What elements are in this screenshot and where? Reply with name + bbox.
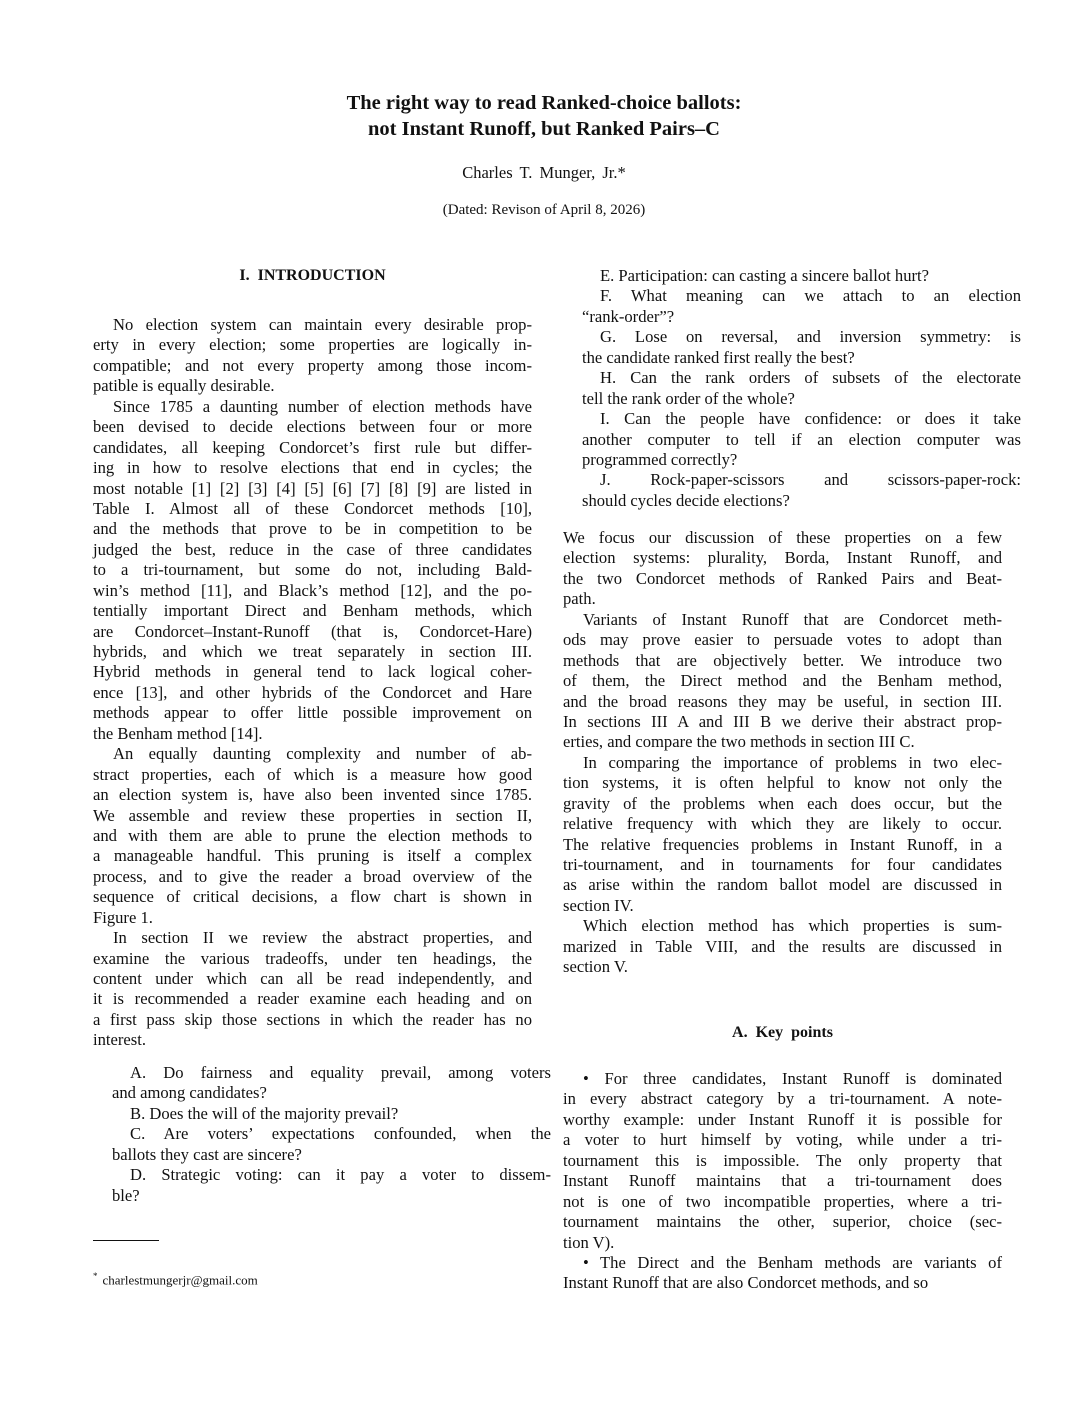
text-line: ence [13], and other hybrids of the Condorcet and Hare <box>93 682 532 702</box>
text-line: Table I. Almost all of these Condorcet methods [10], <box>93 498 532 518</box>
text-line: tri-tournament, and in tournaments for four candidates <box>563 855 1002 874</box>
text-line: patible is equally desirable. <box>93 376 275 396</box>
text-line: section V. <box>563 957 628 977</box>
text-line: erty in every election; some properties are logically in- <box>93 335 532 355</box>
list-item <box>582 368 1021 409</box>
left-question-list <box>93 1063 551 1206</box>
text-line: Hybrid methods in general tend to lack logical coher- <box>93 662 532 682</box>
text-line: B. Does the will of the majority prevail? <box>130 1103 399 1123</box>
list-item <box>112 1104 551 1124</box>
section-heading-introduction: I. INTRODUCTION <box>239 267 386 284</box>
title-line-2: not Instant Runoff, but Ranked Pairs–C <box>368 118 720 140</box>
title-line-1: The right way to read Ranked-choice ballots: <box>346 92 742 114</box>
list-item <box>112 1124 551 1165</box>
text-line: compatible; and not every property among those incom- <box>93 355 532 375</box>
text-line: of them, the Direct method and the Benham method, <box>563 671 1002 691</box>
text-line: The relative frequencies problems in Instant Runoff, in a <box>563 834 1002 854</box>
text-line: F. What meaning can we attach to an election <box>600 286 1021 306</box>
text-line: hybrids, and which we treat separately in section III. <box>93 642 532 661</box>
footnote <box>93 1271 258 1288</box>
text-line: marized in Table VIII, and the results are discussed in <box>563 936 1002 956</box>
text-line: Figure 1. <box>93 907 153 927</box>
text-line: and the broad reasons they may be useful, in section III. <box>563 691 1002 711</box>
text-line: D. Strategic voting: can it pay a voter to dissem- <box>130 1165 551 1185</box>
text-line: and the methods that prove to be in competition to be <box>93 519 532 539</box>
footnote-rule <box>93 1240 159 1241</box>
text-line: stract properties, each of which is a measure how good <box>93 764 532 784</box>
text-line: An equally daunting complexity and number of ab- <box>113 744 532 764</box>
text-line: No election system can maintain every desirable prop- <box>113 315 532 334</box>
text-line: are Condorcet–Instant-Runoff (that is, Condorcet-Hare) <box>93 621 532 641</box>
author: Charles T. Munger, Jr.* <box>462 163 626 182</box>
text-line: tournament maintains the other, superior, choice (sec- <box>563 1212 1002 1232</box>
paragraph <box>563 1069 1002 1253</box>
text-line: and with them are able to prune the election methods to <box>93 825 532 845</box>
text-line: a manageable handful. This pruning is itself a complex <box>93 846 532 866</box>
list-item <box>582 266 1021 286</box>
list-item <box>582 327 1021 368</box>
paragraph <box>93 744 532 928</box>
paragraph <box>563 1253 1002 1294</box>
text-line: win’s method [11], and Black’s method [12], and the po- <box>93 580 532 600</box>
text-line: and among candidates? <box>112 1083 267 1103</box>
text-line: section IV. <box>563 895 634 915</box>
list-item <box>582 409 1021 470</box>
text-line: Instant Runoff that are also Condorcet methods, and so <box>563 1273 929 1293</box>
text-line: worthy example: under Instant Runoff it is possible for <box>563 1109 1002 1129</box>
text-line: G. Lose on reversal, and inversion symmetry: is <box>600 327 1021 347</box>
text-line: the Benham method [14]. <box>93 723 263 743</box>
text-line: an election system is, have also been invented since 1785. <box>93 785 532 805</box>
text-line: in every abstract category by a tri-tournament. A note- <box>563 1089 1002 1109</box>
text-line: most notable [1] [2] [3] [4] [5] [6] [7] [8] [9] are listed in <box>93 478 532 498</box>
paragraph <box>93 315 532 397</box>
list-item <box>112 1165 551 1206</box>
text-line: it is recommended a reader examine each heading and on <box>93 989 532 1009</box>
footnote-email: charlestmungerjr@gmail.com <box>102 1272 258 1288</box>
text-line: Since 1785 a daunting number of election methods have <box>113 396 532 416</box>
text-line: In sections III A and III B we derive their abstract prop- <box>563 711 1002 731</box>
text-line: Variants of Instant Runoff that are Condorcet meth- <box>583 609 1002 629</box>
paragraph <box>563 916 1002 977</box>
text-line: judged the best, reduce in the case of three candidates <box>93 539 532 559</box>
text-line: process, and to give the reader a broad overview of the <box>93 866 532 886</box>
text-line: another computer to tell if an election computer was <box>582 429 1021 449</box>
text-line: ble? <box>112 1185 140 1205</box>
text-line: In comparing the importance of problems in two elec- <box>583 752 1002 772</box>
text-line: J. Rock-paper-scissors and scissors-paper-rock: <box>600 470 1021 490</box>
text-line: been devised to decide elections between four or more <box>93 417 532 437</box>
text-line: should cycles decide elections? <box>582 490 790 510</box>
text-line: programmed correctly? <box>582 449 738 469</box>
list-item <box>582 470 1021 511</box>
text-line: gravity of the problems when each does occur, but the <box>563 793 1002 813</box>
footnote-mark: * <box>93 1271 98 1281</box>
paragraph <box>93 397 532 744</box>
paragraph <box>563 753 1002 917</box>
text-line: as arise within the random ballot model are discussed in <box>563 875 1002 895</box>
text-line: Which election method has which properties is sum- <box>583 916 1002 936</box>
text-line: We assemble and review these properties in section II, <box>93 805 532 825</box>
text-line: E. Participation: can casting a sincere ballot hurt? <box>600 266 929 285</box>
text-line: We focus our discussion of these properties on a few <box>563 528 1002 547</box>
text-line: path. <box>563 589 596 609</box>
text-line: “rank-order”? <box>582 306 675 326</box>
section-heading-key-points: A. Key points <box>732 1024 833 1041</box>
paper-title <box>0 90 1088 142</box>
text-line: • For three candidates, Instant Runoff is dominated <box>583 1069 1002 1088</box>
text-line: methods appear to offer little possible improvement on <box>93 703 532 723</box>
text-line: ballots they cast are sincere? <box>112 1144 302 1164</box>
text-line: a first pass skip those sections in which the reader has no <box>93 1009 532 1029</box>
text-line: relative frequency with which they are likely to occur. <box>563 814 1002 834</box>
text-line: tion systems, it is often helpful to know not only the <box>563 773 1002 793</box>
text-line: election systems: plurality, Borda, Instant Runoff, and <box>563 548 1002 568</box>
text-line: In section II we review the abstract properties, and <box>113 928 532 948</box>
right-question-list <box>563 266 1021 511</box>
text-line: erties, and compare the two methods in section III C. <box>563 732 915 752</box>
list-item <box>112 1063 551 1104</box>
text-line: tournament this is impossible. The only property that <box>563 1150 1002 1170</box>
text-line: interest. <box>93 1030 146 1050</box>
text-line: ing in how to resolve elections that end in cycles; the <box>93 458 532 478</box>
left-paragraphs <box>93 315 532 1051</box>
text-line: I. Can the people have confidence: or does it take <box>600 409 1021 429</box>
text-line: to a tri-tournament, but some do not, including Bald- <box>93 560 532 580</box>
paragraph <box>93 928 532 1051</box>
text-line: not is one of two incompatible properties, where a tri- <box>563 1191 1002 1211</box>
paragraph <box>563 610 1002 753</box>
text-line: tion V). <box>563 1232 615 1252</box>
text-line: C. Are voters’ expectations confounded, when the <box>130 1124 551 1144</box>
text-line: the two Condorcet methods of Ranked Pairs and Beat- <box>563 568 1002 588</box>
date-line: (Dated: Revison of April 8, 2026) <box>442 202 646 218</box>
right-paragraphs <box>563 528 1002 978</box>
text-line: a voter to hurt himself by voting, while under a tri- <box>563 1130 1002 1150</box>
text-line: examine the various tradeoffs, under ten headings, the <box>93 948 532 968</box>
text-line: H. Can the rank orders of subsets of the electorate <box>600 368 1021 388</box>
text-line: the candidate ranked first really the best? <box>582 347 855 367</box>
list-item <box>582 286 1021 327</box>
paragraph <box>563 528 1002 610</box>
text-line: • The Direct and the Benham methods are variants of <box>583 1252 1002 1272</box>
text-line: Instant Runoff maintains that a tri-tournament does <box>563 1171 1002 1191</box>
text-line: sequence of critical decisions, a flow chart is shown in <box>93 887 532 907</box>
text-line: candidates, all keeping Condorcet’s first rule but differ- <box>93 437 532 457</box>
text-line: content under which can all be read independently, and <box>93 969 532 988</box>
text-line: tell the rank order of the whole? <box>582 388 795 408</box>
key-points-bullets <box>563 1069 1002 1294</box>
text-line: A. Do fairness and equality prevail, among voters <box>130 1063 551 1082</box>
text-line: ods may prove easier to persuade votes to adopt than <box>563 630 1002 650</box>
text-line: methods that are objectively better. We introduce two <box>563 650 1002 670</box>
text-line: tentially important Direct and Benham methods, which <box>93 601 532 621</box>
